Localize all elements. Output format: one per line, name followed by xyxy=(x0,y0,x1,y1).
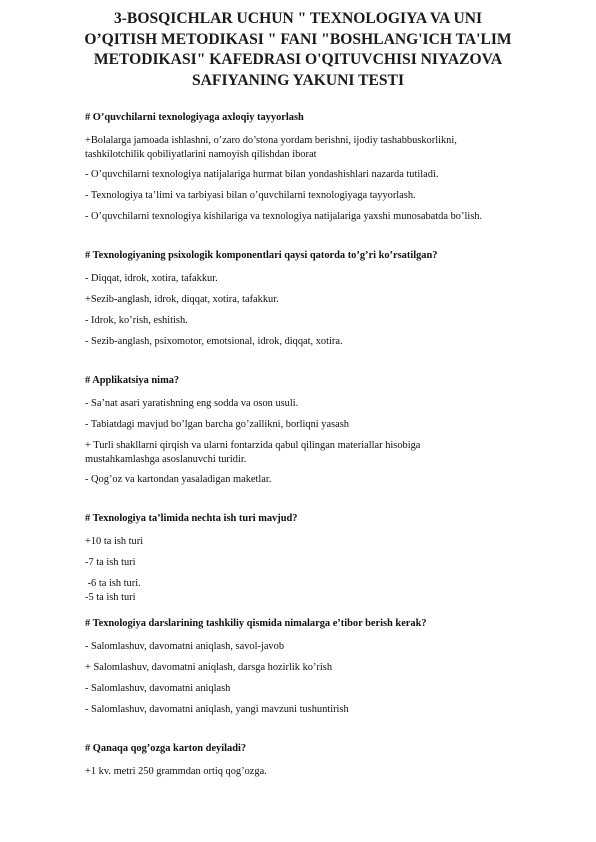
question-text: # O’quvchilarni texnologiyaga axloqiy tayyorlash xyxy=(85,112,304,123)
answer-option: - O’quvchilarni texnologiya kishilariga va texnologiya natijalariga yaxshi munosabatda bo’lish. xyxy=(85,211,483,222)
question-text: # Texnologiyaning psixologik komponentlari qaysi qatorda to’g’ri ko’rsatilgan? xyxy=(85,250,438,261)
answer-option: - Salomlashuv, davomatni aniqlash xyxy=(85,683,231,694)
title-line: SAFIYANING YAKUNI TESTI xyxy=(191,71,405,89)
title-line: 3-BOSQICHLAR UCHUN " TEXNOLOGIYA VA UNI xyxy=(113,10,483,27)
answer-option: - Texnologiya ta’limi va tarbiyasi bilan o’quvchilarni texnologiyaga tayyorlash. xyxy=(85,190,416,201)
question-block xyxy=(85,249,525,356)
answer-option: +Sezib-anglash, idrok, diqqat, xotira, tafakkur. xyxy=(85,294,279,305)
question-block xyxy=(85,374,525,494)
answer-option: -6 ta ish turi. xyxy=(85,578,141,589)
answer-option-continued: mustahkamlashga asoslanuvchi turidir. xyxy=(85,454,247,465)
document-title xyxy=(60,9,536,91)
answer-option: +1 kv. metri 250 grammdan ortiq qog’ozga. xyxy=(85,766,267,777)
answer-option: - Salomlashuv, davomatni aniqlash, savol-javob xyxy=(85,641,285,652)
answer-option: - Idrok, ko’rish, eshitish. xyxy=(85,315,188,326)
question-block xyxy=(85,742,525,786)
answer-option: +10 ta ish turi xyxy=(85,536,144,547)
answer-option: - Sezib-anglash, psixomotor, emotsional, idrok, diqqat, xotira. xyxy=(85,336,343,347)
spacer xyxy=(85,356,525,374)
answer-option: -7 ta ish turi xyxy=(85,557,136,568)
answer-option: + Salomlashuv, davomatni aniqlash, darsga hozirlik ko’rish xyxy=(85,662,333,673)
answer-option: -5 ta ish turi xyxy=(85,592,136,603)
title-line: METODIKASI" KAFEDRASI O'QITUVCHISI NIYAZOVA xyxy=(93,51,503,68)
answer-option: - Salomlashuv, davomatni aniqlash, yangi mavzuni tushuntirish xyxy=(85,704,349,715)
answer-option: - Tabiatdagi mavjud bo’lgan barcha go’zallikni, borliqni yasash xyxy=(85,419,349,430)
test-content xyxy=(85,111,525,786)
answer-option: - Diqqat, idrok, xotira, tafakkur. xyxy=(85,273,218,284)
question-block xyxy=(85,617,525,724)
title-line: O’QITISH METODIKASI " FANI "BOSHLANG'ICH TA'LIM xyxy=(84,30,512,48)
question-text: # Applikatsiya nima? xyxy=(85,375,180,386)
spacer xyxy=(85,231,525,249)
spacer xyxy=(85,609,525,617)
answer-option: +Bolalarga jamoada ishlashni, o’zaro do’stona yordam berishni, ijodiy tashabbuskorlikni, xyxy=(85,135,457,146)
question-text: # Texnologiya darslarining tashkiliy qismida nimalarga e’tibor berish kerak? xyxy=(85,618,427,629)
question-block xyxy=(85,111,525,231)
question-text: # Texnologiya ta’limida nechta ish turi mavjud? xyxy=(85,513,298,524)
answer-option: - Sa’nat asari yaratishning eng sodda va oson usuli. xyxy=(85,398,299,409)
question-block xyxy=(85,512,525,609)
answer-option: - Qog’oz va kartondan yasaladigan maketlar. xyxy=(85,474,272,485)
question-text: # Qanaqa qog’ozga karton deyiladi? xyxy=(85,743,247,754)
spacer xyxy=(85,494,525,512)
spacer xyxy=(85,724,525,742)
answer-option: + Turli shakllarni qirqish va ularni fontarzida qabul qilingan materiallar hisobiga xyxy=(85,440,421,451)
answer-option: - O’quvchilarni texnologiya natijalariga hurmat bilan yondashishlari nazarda tutiladi. xyxy=(85,169,439,180)
answer-option-continued: tashkilotchilik qobiliyatlarini namoyish qilishdan iborat xyxy=(85,149,317,160)
